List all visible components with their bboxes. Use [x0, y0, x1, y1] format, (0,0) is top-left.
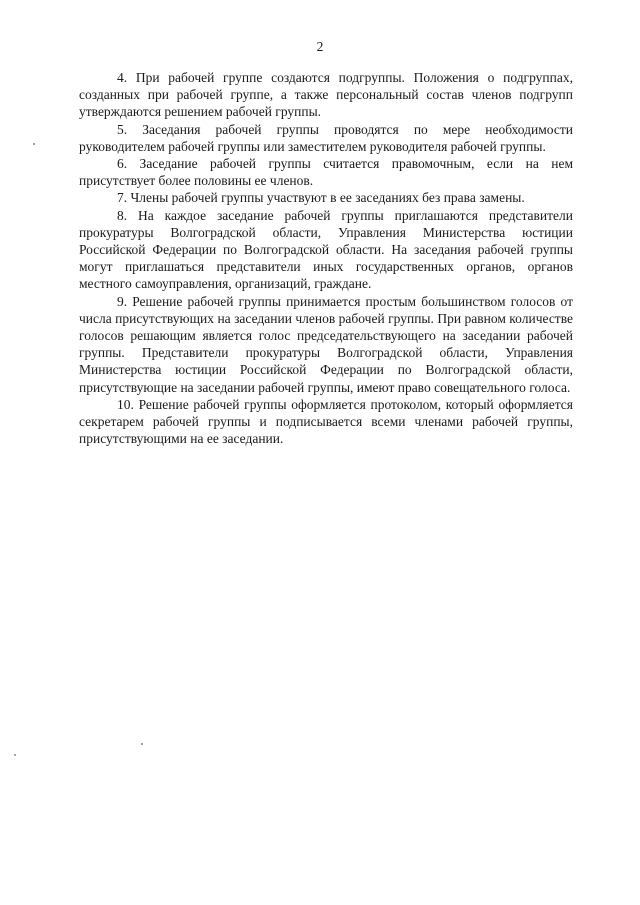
paragraph-9: 9. Решение рабочей группы принимается простым большинством голосов от числа присутствующих на заседании членов рабочей группы. При равном количестве голосов решающим является голос председательствующего на заседании рабочей группы. Представители прокуратуры Волгоградской области, Управления Министерства юстиции Российской Федерации по Волгоградской области, присутствующие на заседании рабочей группы, имеют право совещательного голоса.: [79, 293, 573, 395]
paragraph-7: 7. Члены рабочей группы участвуют в ее заседаниях без права замены.: [117, 190, 525, 206]
paragraph-5: 5. Заседания рабочей группы проводятся по мере необходимости руководителем рабочей группы или заместителем руководителя рабочей группы.: [79, 121, 573, 154]
paragraph-6: 6. Заседание рабочей группы считается правомочным, если на нем присутствует более половины ее членов.: [79, 156, 573, 189]
paragraph-8: 8. На каждое заседание рабочей группы приглашаются представители прокуратуры Волгоградской области, Управления Министерства юстиции Российской Федерации по Волгоградской области. На заседания рабочей группы могут приглашаться представители иных государственных органов, органов местного самоуправления, организаций, граждане.: [79, 207, 573, 292]
paragraph-4: 4. При рабочей группе создаются подгруппы. Положения о подгруппах, созданных при рабочей группе, а также персональный состав членов подгрупп утверждаются решением рабочей группы.: [79, 70, 573, 120]
document-body: [79, 69, 573, 447]
page-number: 2: [316, 39, 324, 54]
scan-speck: [141, 743, 143, 745]
paragraph-10: 10. Решение рабочей группы оформляется протоколом, который оформляется секретарем рабочей группы и подписывается всеми членами рабочей группы, присутствующими на ее заседании.: [79, 396, 573, 447]
scan-speck: [33, 143, 35, 145]
scan-speck: [14, 754, 16, 756]
